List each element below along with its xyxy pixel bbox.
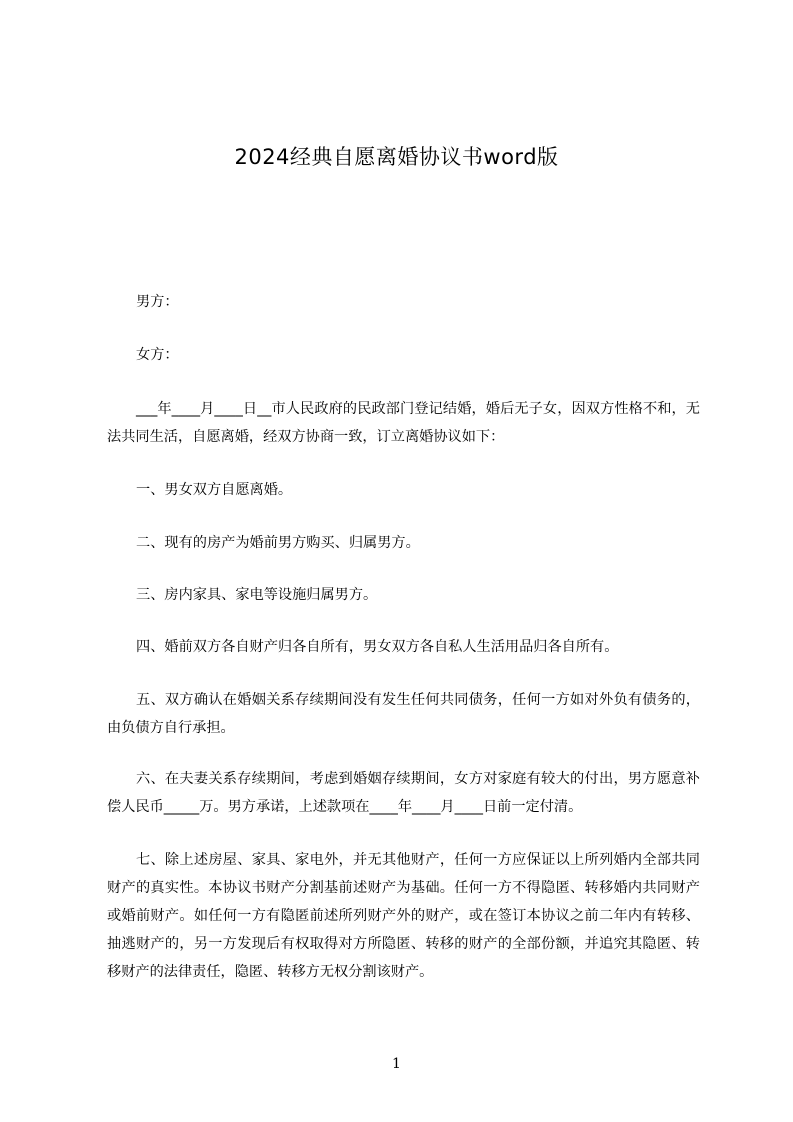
page-number: 1 — [392, 1056, 401, 1072]
paragraph-female-party: 女方： — [136, 347, 179, 363]
clause-1: 一、男女双方自愿离婚。 — [136, 482, 293, 498]
paragraph-male-party: 男方： — [136, 294, 179, 310]
clause-3: 三、房内家具、家电等设施归属男方。 — [136, 587, 378, 603]
clause-6: 六、在夫妻关系存续期间，考虑到婚姻存续期间，女方对家庭有较大的付出，男方愿意补偿人民币_____万。男方承诺，上述款项在____年____月____日前一定付清。 — [107, 771, 700, 815]
clause-4: 四、婚前双方各自财产归各自所有，男女双方各自私人生活用品归各自所有。 — [136, 639, 619, 655]
document-title: 2024经典自愿离婚协议书word版 — [234, 145, 559, 169]
paragraph-marriage-registration: ___年____月____日__市人民政府的民政部门登记结婚，婚后无子女，因双方性格不和，无法共同生活，自愿离婚，经双方协商一致，订立离婚协议如下： — [107, 401, 700, 445]
clause-7: 七、除上述房屋、家具、家电外，并无其他财产，任何一方应保证以上所列婚内全部共同财产的真实性。本协议书财产分割基前述财产为基础。任何一方不得隐匿、转移婚内共同财产或婚前财产。如任何一方有隐匿前述所列财产外的财产，或在签订本协议之前二年内有转移、抽逃财产的，另一方发现后有权取得对方所隐匿、转移的财产的全部份额，并追究其隐匿、转移财产的法律责任，隐匿、转移方无权分割该财产。 — [107, 852, 700, 980]
clause-2: 二、现有的房产为婚前男方购买、归属男方。 — [136, 535, 420, 551]
clause-5: 五、双方确认在婚姻关系存续期间没有发生任何共同债务，任何一方如对外负有债务的，由负债方自行承担。 — [107, 692, 700, 736]
